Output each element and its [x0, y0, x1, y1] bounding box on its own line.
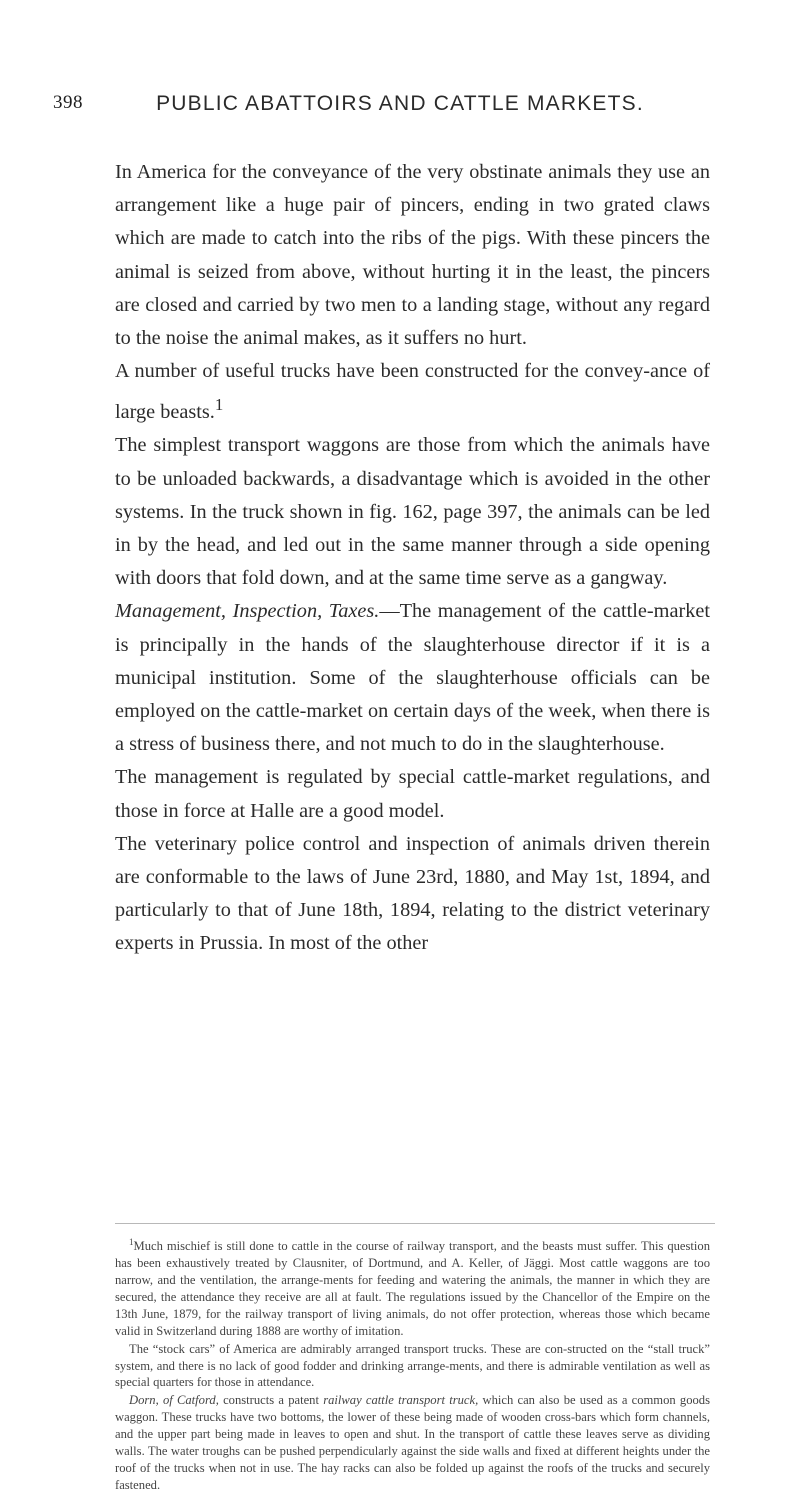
paragraph-pincers: In America for the conveyance of the very obstinate animals they use an arrangement like a huge pair of pincers, ending in two grated claws which are made to catch into the ribs of the pigs. With these pincers the animal is seized from above, without hurting it in the least, the pincers are closed and carried by two men to a landing stage, without any regard to the noise the animal makes, as it suffers no hurt. — [115, 161, 710, 350]
section-heading: Management, Inspection, Taxes. — [115, 600, 380, 623]
paragraph-management-text: —The management of the cattle-market is principally in the hands of the slaughterhouse director if it is a municipal institution. Some of the slaughterhouse officials can be employed on the cattle-market on certain days of the week, when there is a stress of business there, and not much to do in the slaughterhouse. — [115, 600, 710, 756]
paragraph-management — [115, 595, 710, 761]
page-header — [0, 92, 800, 122]
footnote-dorn-truck: railway cattle transport truck, — [323, 1393, 479, 1408]
footnotes — [115, 1234, 710, 1495]
paragraph-regulations: The management is regulated by special cattle-market regulations, and those in force at Halle are a good model. — [115, 766, 710, 822]
footnote-mark: 1 — [129, 1237, 134, 1247]
footnote-divider — [115, 1223, 715, 1224]
paragraph-trucks — [115, 355, 710, 429]
page-number: 398 — [53, 92, 83, 113]
main-text — [115, 156, 710, 961]
footnote-dorn-text-b: which can also be used as a common goods waggon. These trucks have two bottoms, the lower of these being made of wooden cross-bars which form channels, and the upper part being made in leaves to open and shut. In the transport of cattle these leaves serve as dividing walls. The water troughs can be pushed perpendicularly against the side walls and fixed at different heights under the roof of the trucks when not in use. The hay racks can also be folded up against the roofs of the trucks and securely fastened. — [115, 1393, 711, 1492]
footnote-railway — [115, 1234, 710, 1340]
footnote-dorn-name: Dorn, of Catford, — [129, 1393, 219, 1408]
footnote-stock-cars: The “stock cars” of America are admirably arranged transport trucks. These are con-structed on the “stall truck” system, and there is no lack of good fodder and drinking arrange-ments, and there is admirable ventilation as well as special quarters for those in attendance. — [115, 1341, 710, 1390]
footnote-reference: 1 — [214, 395, 224, 415]
paragraph-veterinary: The veterinary police control and inspection of animals driven therein are conformable to the laws of June 23rd, 1880, and May 1st, 1894, and particularly to that of June 18th, 1894, relating to the district veterinary experts in Prussia. In most of the other — [115, 832, 710, 955]
footnote-railway-text: Much mischief is still done to cattle in the course of railway transport, and the beasts must suffer. This question has been exhaustively treated by Clausniter, of Dortmund, and A. Keller, of Jäggi. Most cattle waggons are too narrow, and the ventilation, the arrange-ments for feeding and watering the animals, the manner in which they are secured, the attendance they receive are all at fault. The regulations issued by the Chancellor of the Empire on the 13th June, 1879, for the railway transport of living animals, do not offer protection, whereas those which became valid in Switzerland during 1888 are worthy of imitation. — [115, 1239, 710, 1338]
paragraph-transport-waggons: The simplest transport waggons are those from which the animals have to be unloaded backwards, a disadvantage which is avoided in the other systems. In the truck shown in fig. 162, page 397, the animals can be led in by the head, and led out in the same manner through a side opening with doors that fold down, and at the same time serve as a gangway. — [115, 434, 710, 590]
footnote-dorn-text-a: constructs a patent — [223, 1393, 319, 1408]
footnote-dorn — [115, 1392, 710, 1493]
running-head: PUBLIC ABATTOIRS AND CATTLE MARKETS. — [156, 92, 644, 115]
paragraph-trucks-text: A number of useful trucks have been constructed for the convey-ance of large beasts. — [115, 360, 710, 424]
